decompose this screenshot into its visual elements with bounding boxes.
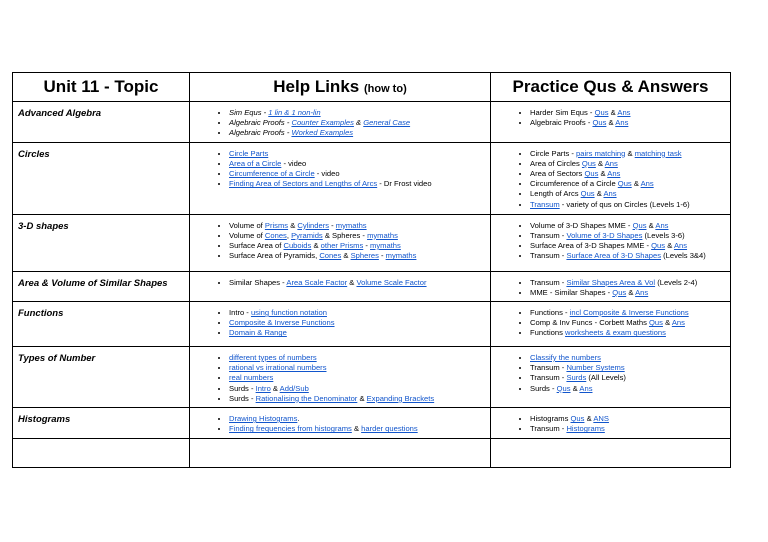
- list-item: [530, 159, 725, 169]
- table-row: [13, 142, 731, 214]
- table-row: [13, 347, 731, 408]
- resource-link[interactable]: Qus: [612, 287, 627, 297]
- resource-link[interactable]: Qus: [580, 189, 595, 199]
- help-links-list: [195, 414, 485, 434]
- resource-link[interactable]: mymaths: [370, 241, 401, 251]
- item-text: &: [347, 277, 357, 287]
- item-text: Transum -: [530, 424, 567, 434]
- item-text: -: [363, 241, 371, 251]
- practice-cell: [491, 347, 731, 408]
- item-text: Circumference of a Circle: [530, 179, 618, 189]
- practice-list: [496, 414, 725, 434]
- resource-link[interactable]: Ans: [655, 220, 669, 230]
- item-text: Transum -: [530, 277, 567, 287]
- header-help-subtitle: (how to): [363, 83, 407, 95]
- item-text: Surds -: [530, 383, 557, 393]
- practice-list: [496, 308, 725, 339]
- list-item: [530, 373, 725, 383]
- practice-list: [496, 149, 725, 210]
- resource-link[interactable]: Surface Area of 3-D Shapes: [566, 251, 661, 261]
- item-text: &: [646, 220, 656, 230]
- topic-cell: Area & Volume of Similar Shapes: [13, 271, 190, 301]
- item-text: .: [297, 414, 300, 424]
- item-text: Circle Parts -: [530, 148, 576, 158]
- resource-link[interactable]: other Prisms: [320, 241, 364, 251]
- topic-cell: Histograms: [13, 408, 190, 439]
- resource-link[interactable]: Expanding Brackets: [366, 393, 435, 403]
- resource-link[interactable]: Qus: [617, 179, 632, 189]
- resource-link[interactable]: Histograms: [566, 424, 605, 434]
- item-text: Comp & Inv Funcs - Corbett Maths: [530, 318, 650, 328]
- item-text: &: [598, 169, 608, 179]
- resource-link[interactable]: Ans: [673, 241, 688, 251]
- resource-link[interactable]: pairs matching: [576, 148, 626, 158]
- resource-link[interactable]: Qus: [651, 241, 666, 251]
- table-row: [13, 214, 731, 271]
- resource-link[interactable]: Ans: [607, 169, 621, 179]
- practice-cell: [491, 408, 731, 439]
- item-text: - video: [314, 169, 340, 179]
- resource-link[interactable]: Intro: [255, 383, 271, 393]
- resource-link[interactable]: mymaths: [335, 220, 367, 230]
- item-text: &: [270, 383, 280, 393]
- resource-link[interactable]: worksheets & exam questions: [565, 328, 666, 338]
- list-item: [229, 414, 485, 424]
- resource-link[interactable]: Similar Shapes Area & Vol: [566, 277, 656, 287]
- list-item: [530, 200, 725, 210]
- table-row: [13, 302, 731, 347]
- resource-link[interactable]: Domain & Range: [229, 328, 287, 338]
- item-text: Algebraic Proofs -: [229, 118, 292, 128]
- help-links-list: [195, 108, 485, 139]
- list-item: [229, 308, 485, 318]
- list-item: [530, 308, 725, 318]
- item-text: &: [631, 179, 641, 189]
- item-text: -: [378, 251, 386, 261]
- item-text: Surface Area of Pyramids,: [229, 251, 320, 261]
- item-text: Surds -: [229, 393, 256, 403]
- practice-cell: [491, 439, 731, 468]
- resource-link[interactable]: Qus: [584, 169, 599, 179]
- list-item: [229, 169, 485, 179]
- resource-link[interactable]: Prisms: [264, 220, 289, 230]
- resource-link[interactable]: Circumference of a Circle: [229, 169, 315, 179]
- practice-cell: [491, 102, 731, 143]
- item-text: Transum -: [530, 230, 567, 240]
- item-text: & Spheres -: [322, 230, 368, 240]
- list-item: [229, 424, 485, 434]
- list-item: [530, 179, 725, 189]
- practice-list: [496, 353, 725, 394]
- list-item: [229, 149, 485, 159]
- resource-link[interactable]: incl Composite & Inverse Functions: [569, 308, 689, 318]
- list-item: [530, 353, 725, 363]
- resource-link[interactable]: matching task: [634, 148, 682, 158]
- help-links-list: [195, 353, 485, 404]
- list-item: [229, 108, 485, 118]
- list-item: [229, 221, 485, 231]
- help-links-list: [195, 149, 485, 190]
- list-item: [530, 251, 725, 261]
- resource-link[interactable]: Ans: [640, 179, 654, 189]
- list-item: [530, 414, 725, 424]
- resource-link[interactable]: Number Systems: [566, 363, 625, 373]
- list-item: [229, 384, 485, 394]
- resource-link[interactable]: Spheres: [350, 251, 379, 261]
- table-row: [13, 271, 731, 301]
- resource-link[interactable]: Volume Scale Factor: [356, 277, 427, 287]
- resource-link[interactable]: rational vs irrational numbers: [229, 363, 327, 373]
- list-item: [530, 424, 725, 434]
- item-text: &: [311, 241, 321, 251]
- list-item: [530, 169, 725, 179]
- resource-link[interactable]: Qus: [649, 318, 663, 328]
- topic-cell: Circles: [13, 142, 190, 214]
- resource-link[interactable]: Add/Sub: [279, 383, 309, 393]
- header-practice: Practice Qus & Answers: [491, 73, 731, 102]
- item-text: MME - Similar Shapes -: [530, 287, 613, 297]
- item-text: &: [341, 251, 351, 261]
- item-text: Transum -: [530, 373, 567, 383]
- resource-link[interactable]: Ans: [603, 189, 617, 199]
- resource-link[interactable]: Ans: [604, 158, 618, 168]
- list-item: [530, 328, 725, 338]
- topic-cell: Types of Number: [13, 347, 190, 408]
- item-text: &: [662, 318, 672, 328]
- list-item: [530, 231, 725, 241]
- resource-link[interactable]: harder questions: [361, 424, 418, 434]
- list-item: [530, 221, 725, 231]
- list-item: [530, 189, 725, 199]
- list-item: [229, 328, 485, 338]
- practice-list: [496, 221, 725, 262]
- list-item: [530, 118, 725, 128]
- item-text: Intro -: [229, 308, 251, 318]
- item-text: &: [357, 393, 367, 403]
- help-links-cell: [190, 408, 491, 439]
- header-topic: Unit 11 - Topic: [13, 73, 190, 102]
- resource-link[interactable]: Composite & Inverse Functions: [229, 318, 335, 328]
- resource-link[interactable]: Cones: [264, 230, 287, 240]
- item-text: Algebraic Proofs -: [229, 128, 292, 138]
- help-links-cell: [190, 347, 491, 408]
- item-text: &: [584, 414, 594, 424]
- practice-list: [496, 108, 725, 128]
- resource-link[interactable]: Ans: [671, 318, 685, 328]
- item-text: Harder Sim Equs -: [530, 108, 595, 117]
- item-text: &: [608, 108, 618, 117]
- resource-link[interactable]: Qus: [570, 414, 585, 424]
- item-text: &: [351, 424, 362, 434]
- topic-cell: 3-D shapes: [13, 214, 190, 271]
- item-text: &: [595, 158, 605, 168]
- list-item: [530, 363, 725, 373]
- item-text: -: [329, 220, 336, 230]
- resource-link[interactable]: Ans: [617, 108, 631, 117]
- resource-link[interactable]: real numbers: [229, 373, 274, 383]
- topic-cell: Advanced Algebra: [13, 102, 190, 143]
- item-text: Transum -: [530, 251, 567, 261]
- item-text: &: [288, 220, 298, 230]
- item-text: Volume of: [229, 220, 265, 230]
- item-text: &: [665, 241, 674, 251]
- table-row: [13, 408, 731, 439]
- list-item: [530, 241, 725, 251]
- resource-link[interactable]: Finding Area of Sectors and Lengths of Arcs: [229, 179, 378, 189]
- resource-link[interactable]: Rationalising the Denominator: [255, 393, 358, 403]
- resource-link[interactable]: Qus: [592, 118, 607, 128]
- help-links-list: [195, 308, 485, 339]
- item-text: ,: [286, 230, 292, 240]
- item-text: Sim Equs -: [229, 108, 269, 117]
- item-text: &: [606, 118, 616, 128]
- resource-link[interactable]: Counter Examples: [291, 118, 354, 128]
- resource-link[interactable]: Worked Examples: [291, 128, 354, 138]
- help-links-cell: [190, 142, 491, 214]
- item-text: (Levels 2-4): [655, 277, 698, 287]
- list-item: [229, 278, 485, 288]
- list-item: [229, 353, 485, 363]
- list-item: [229, 118, 485, 128]
- list-item: [229, 241, 485, 251]
- resource-link[interactable]: Qus: [594, 108, 609, 117]
- resource-link[interactable]: Pyramids: [291, 230, 323, 240]
- item-text: &: [570, 383, 580, 393]
- item-text: Surface Area of: [229, 241, 284, 251]
- resource-link[interactable]: Cuboids: [283, 241, 312, 251]
- resource-link[interactable]: Circle Parts: [229, 148, 269, 158]
- item-text: (All Levels): [586, 373, 626, 383]
- list-item: [530, 318, 725, 328]
- header-row: [13, 73, 731, 102]
- topic-cell: [13, 439, 190, 468]
- item-text: &: [353, 118, 364, 128]
- list-item: [229, 363, 485, 373]
- resource-link[interactable]: 1 lin & 1 non-lin: [268, 108, 321, 117]
- practice-cell: [491, 214, 731, 271]
- item-text: Functions: [530, 328, 566, 338]
- practice-cell: [491, 142, 731, 214]
- resource-link[interactable]: Ans: [635, 287, 649, 297]
- resource-link[interactable]: Ans: [615, 118, 629, 128]
- resource-link[interactable]: Surds: [566, 373, 587, 383]
- list-item: [229, 373, 485, 383]
- resource-link[interactable]: mymaths: [385, 251, 417, 261]
- list-item: [229, 179, 485, 189]
- item-text: (Levels 3&4): [661, 251, 706, 261]
- resource-link[interactable]: Cylinders: [297, 220, 330, 230]
- list-item: [530, 149, 725, 159]
- help-links-cell: [190, 439, 491, 468]
- item-text: Transum -: [530, 363, 567, 373]
- practice-cell: [491, 302, 731, 347]
- list-item: [229, 231, 485, 241]
- resource-link[interactable]: mymaths: [367, 230, 398, 240]
- item-text: Surds -: [229, 383, 256, 393]
- resource-link[interactable]: Cones: [319, 251, 342, 261]
- list-item: [229, 394, 485, 404]
- list-item: [530, 384, 725, 394]
- list-item: [229, 251, 485, 261]
- resource-link[interactable]: Volume of 3-D Shapes: [566, 230, 643, 240]
- header-help-links: Help Links (how to): [190, 73, 491, 102]
- resource-link[interactable]: Qus: [556, 383, 571, 393]
- help-links-cell: [190, 214, 491, 271]
- list-item: [530, 108, 725, 118]
- item-text: &: [626, 287, 636, 297]
- help-links-cell: [190, 271, 491, 301]
- item-text: &: [594, 189, 604, 199]
- help-links-list: [195, 278, 485, 288]
- topic-cell: Functions: [13, 302, 190, 347]
- item-text: Histograms: [530, 414, 571, 424]
- resource-link[interactable]: Drawing Histograms: [229, 414, 298, 424]
- resource-link[interactable]: Finding frequencies from histograms: [229, 424, 352, 434]
- topic-table: [12, 72, 731, 468]
- resource-link[interactable]: different types of numbers: [229, 353, 317, 363]
- table-body: [13, 102, 731, 468]
- item-text: Surface Area of 3-D Shapes MME -: [530, 241, 652, 251]
- table-row: [13, 439, 731, 468]
- resource-link[interactable]: Qus: [632, 220, 647, 230]
- item-text: - video: [281, 158, 307, 168]
- resource-link[interactable]: Transum: [530, 199, 560, 209]
- item-text: - Dr Frost video: [377, 179, 432, 189]
- item-text: Length of Arcs: [530, 189, 581, 199]
- item-text: Volume of 3-D Shapes MME -: [530, 220, 633, 230]
- resource-link[interactable]: ANS: [593, 414, 609, 424]
- item-text: Algebraic Proofs -: [530, 118, 593, 128]
- help-links-list: [195, 221, 485, 262]
- item-text: Area of Circles: [530, 158, 582, 168]
- help-links-cell: [190, 102, 491, 143]
- resource-link[interactable]: Area Scale Factor: [286, 277, 348, 287]
- list-item: [229, 159, 485, 169]
- practice-list: [496, 278, 725, 298]
- item-text: Area of Sectors: [530, 169, 585, 179]
- list-item: [229, 128, 485, 138]
- list-item: [530, 288, 725, 298]
- table-row: [13, 102, 731, 143]
- item-text: &: [625, 148, 635, 158]
- list-item: [530, 278, 725, 288]
- item-text: - variety of qus on Circles (Levels 1-6): [559, 199, 690, 209]
- resource-link[interactable]: General Case: [363, 118, 411, 128]
- practice-cell: [491, 271, 731, 301]
- resource-link[interactable]: Ans: [579, 383, 593, 393]
- item-text: Functions -: [530, 308, 570, 318]
- resource-link[interactable]: Qus: [581, 158, 596, 168]
- resource-link[interactable]: Area of a Circle: [229, 158, 282, 168]
- list-item: [229, 318, 485, 328]
- item-text: Volume of: [229, 230, 265, 240]
- item-text: (Levels 3-6): [642, 230, 685, 240]
- resource-link[interactable]: Classify the numbers: [530, 353, 601, 363]
- item-text: Similar Shapes -: [229, 277, 287, 287]
- help-links-cell: [190, 302, 491, 347]
- resource-link[interactable]: using function notation: [250, 308, 327, 318]
